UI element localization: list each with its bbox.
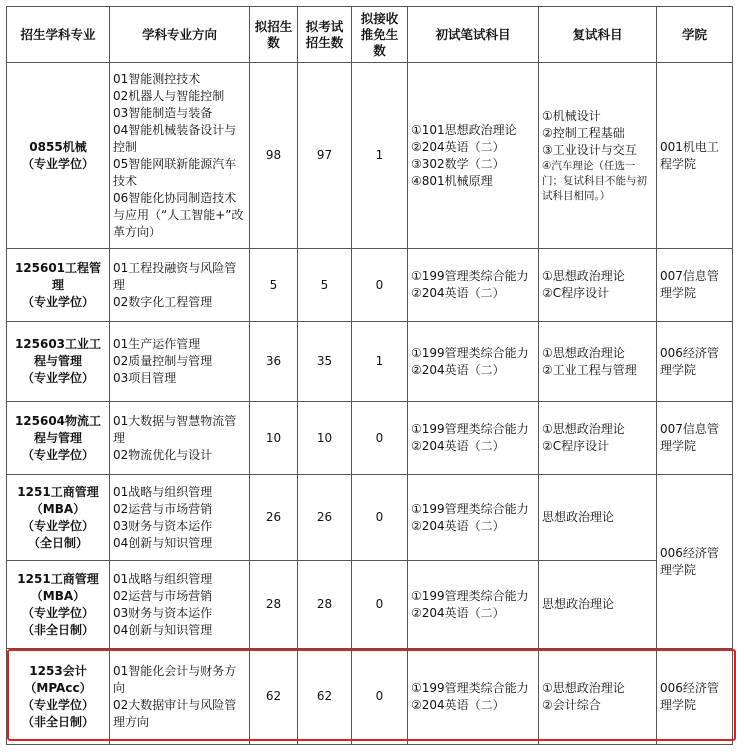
written-subject: ②204英语（二） xyxy=(411,697,505,712)
written-cell xyxy=(408,249,539,322)
program-type: （专业学位） xyxy=(21,371,94,385)
plan-count: 36 xyxy=(250,322,298,402)
retest-cell xyxy=(539,475,657,561)
retest-subject: ①思想政治理论 xyxy=(542,422,625,436)
written-cell xyxy=(408,649,539,745)
plan-count: 26 xyxy=(250,475,298,561)
program-abbr: （MBA） xyxy=(30,501,86,516)
written-subject: ①199管理类综合能力 xyxy=(411,269,529,283)
direction-item: 02运营与市场营销 xyxy=(113,588,213,603)
exempt-count: 0 xyxy=(352,649,408,745)
program-cell xyxy=(7,475,110,561)
plan-count: 10 xyxy=(250,402,298,475)
exam-count: 10 xyxy=(298,402,352,475)
table-row xyxy=(7,475,733,561)
program-type: （专业学位） xyxy=(21,697,94,712)
program-type: （专业学位） xyxy=(21,605,94,620)
directions-cell xyxy=(110,475,250,561)
program-mode: （非全日制） xyxy=(21,622,94,637)
program-cell xyxy=(7,322,110,402)
program-name: 1251工商管理 xyxy=(17,571,99,586)
direction-item: 01生产运作管理 xyxy=(113,337,201,351)
written-subject: ②204英语（二） xyxy=(411,362,505,377)
direction-item: 01大数据与智慧物流管理 xyxy=(113,413,237,445)
exam-count: 28 xyxy=(298,561,352,649)
table-row xyxy=(7,63,733,249)
directions-cell xyxy=(110,63,250,249)
written-subject: ①199管理类综合能力 xyxy=(411,680,529,695)
school-cell: 006经济管理学院 xyxy=(657,322,733,402)
direction-item: 02质量控制与管理 xyxy=(113,354,213,368)
written-subject: ②204英语（二） xyxy=(411,286,505,300)
direction-item: 03财务与资本运作 xyxy=(113,605,213,620)
program-cell xyxy=(7,561,110,649)
directions-cell xyxy=(110,561,250,649)
written-subject: ①101思想政治理论 xyxy=(411,122,517,137)
header-program: 招生学科专业 xyxy=(7,7,110,63)
retest-subject: ②工业工程与管理 xyxy=(542,362,637,377)
written-subject: ②204英语（二） xyxy=(411,518,505,533)
direction-item: 01智能化会计与财务方向 xyxy=(113,663,237,695)
program-mode: （非全日制） xyxy=(21,714,94,729)
program-name: 1251工商管理 xyxy=(17,484,99,499)
school-cell: 007信息管理学院 xyxy=(657,402,733,475)
retest-subject: ①思想政治理论 xyxy=(542,269,625,283)
retest-subject: ②会计综合 xyxy=(542,697,601,712)
direction-item: 03项目管理 xyxy=(113,371,177,385)
direction-item: 04创新与知识管理 xyxy=(113,622,213,637)
exempt-count: 0 xyxy=(352,475,408,561)
program-type: （专业学位） xyxy=(21,156,94,171)
retest-subject: 思想政治理论 xyxy=(542,510,615,524)
table-row xyxy=(7,249,733,322)
header-written: 初试笔试科目 xyxy=(408,7,539,63)
written-subject: ③302数学（二） xyxy=(411,156,505,171)
program-type: （专业学位） xyxy=(21,447,94,462)
direction-item: 02物流优化与设计 xyxy=(113,447,213,462)
directions-cell xyxy=(110,649,250,745)
school-cell: 006经济管理学院 xyxy=(657,649,733,745)
direction-item: 02数字化工程管理 xyxy=(113,294,213,309)
table-row xyxy=(7,322,733,402)
direction-item: 05智能网联新能源汽车技术 xyxy=(113,156,237,188)
direction-item: 02大数据审计与风险管理方向 xyxy=(113,697,237,729)
header-row xyxy=(7,7,733,63)
program-type: （专业学位） xyxy=(21,518,94,533)
retest-subject: ①思想政治理论 xyxy=(542,345,625,360)
retest-subject: ②C程序设计 xyxy=(542,439,610,453)
written-subject: ①199管理类综合能力 xyxy=(411,501,529,516)
direction-item: 04创新与知识管理 xyxy=(113,535,213,550)
written-subject: ②204英语（二） xyxy=(411,605,505,620)
direction-item: 03财务与资本运作 xyxy=(113,518,213,533)
retest-subject: ①机械设计 xyxy=(542,108,601,123)
retest-cell xyxy=(539,249,657,322)
plan-count: 62 xyxy=(250,649,298,745)
directions-cell xyxy=(110,249,250,322)
retest-subject: ②C程序设计 xyxy=(542,286,610,300)
school-cell: 006经济管理学院 xyxy=(657,475,733,649)
exempt-count: 0 xyxy=(352,249,408,322)
plan-count: 28 xyxy=(250,561,298,649)
exam-count: 26 xyxy=(298,475,352,561)
program-cell xyxy=(7,249,110,322)
exempt-count: 0 xyxy=(352,402,408,475)
exam-count: 97 xyxy=(298,63,352,249)
program-cell xyxy=(7,402,110,475)
direction-item: 01战略与组织管理 xyxy=(113,484,213,499)
retest-subject: 思想政治理论 xyxy=(542,597,615,611)
written-subject: ②204英语（二） xyxy=(411,139,505,154)
retest-cell xyxy=(539,561,657,649)
retest-subject: ③工业设计与交互 xyxy=(542,142,637,157)
program-name: 125604物流工程与管理 xyxy=(14,413,102,445)
exam-count: 62 xyxy=(298,649,352,745)
retest-cell xyxy=(539,649,657,745)
program-abbr: （MPAcc） xyxy=(24,680,92,695)
school-cell: 007信息管理学院 xyxy=(657,249,733,322)
directions-cell xyxy=(110,322,250,402)
direction-item: 01工程投融资与风险管理 xyxy=(113,260,237,292)
header-plan: 拟招生数 xyxy=(250,7,298,63)
header-retest: 复试科目 xyxy=(539,7,657,63)
written-cell xyxy=(408,322,539,402)
program-name: 125603工业工程与管理 xyxy=(14,337,102,368)
program-cell xyxy=(7,649,110,745)
direction-item: 02运营与市场营销 xyxy=(113,501,213,516)
exam-count: 5 xyxy=(298,249,352,322)
plan-count: 98 xyxy=(250,63,298,249)
direction-item: 02机器人与智能控制 xyxy=(113,88,225,103)
plan-count: 5 xyxy=(250,249,298,322)
directions-cell xyxy=(110,402,250,475)
retest-cell xyxy=(539,63,657,249)
table-row xyxy=(7,402,733,475)
written-cell xyxy=(408,561,539,649)
header-exam: 拟考试招生数 xyxy=(298,7,352,63)
retest-note: ④汽车理论（任选一门；复试科目不能与初试科目相同。） xyxy=(542,159,647,202)
admissions-table xyxy=(6,6,733,745)
written-subject: ①199管理类综合能力 xyxy=(411,588,529,603)
header-directions: 学科专业方向 xyxy=(110,7,250,63)
direction-item: 04智能机械装备设计与控制 xyxy=(113,122,237,154)
header-exempt: 拟接收推免生数 xyxy=(352,7,408,63)
exam-count: 35 xyxy=(298,322,352,402)
table-row-highlighted xyxy=(7,649,733,745)
written-cell xyxy=(408,402,539,475)
school-cell: 001机电工程学院 xyxy=(657,63,733,249)
retest-cell xyxy=(539,402,657,475)
retest-subject: ②控制工程基础 xyxy=(542,125,625,140)
retest-subject: ①思想政治理论 xyxy=(542,680,625,695)
exempt-count: 1 xyxy=(352,322,408,402)
program-mode: （全日制） xyxy=(27,535,88,550)
written-subject: ①199管理类综合能力 xyxy=(411,345,529,360)
exempt-count: 0 xyxy=(352,561,408,649)
written-cell xyxy=(408,63,539,249)
program-name: 0855机械 xyxy=(29,139,87,154)
written-cell xyxy=(408,475,539,561)
program-abbr: （MBA） xyxy=(30,588,86,603)
direction-item: 03智能制造与装备 xyxy=(113,105,213,120)
written-subject: ④801机械原理 xyxy=(411,173,493,188)
program-name: 1253会计 xyxy=(29,663,87,678)
program-cell xyxy=(7,63,110,249)
program-name: 125601工程管理 xyxy=(14,260,102,292)
written-subject: ①199管理类综合能力 xyxy=(411,422,529,436)
direction-item: 01智能测控技术 xyxy=(113,71,201,86)
direction-item: 06智能化协同制造技术与应用（“人工智能+”改革方向） xyxy=(113,190,244,239)
exempt-count: 1 xyxy=(352,63,408,249)
table-row xyxy=(7,561,733,649)
written-subject: ②204英语（二） xyxy=(411,439,505,453)
program-type: （专业学位） xyxy=(21,294,94,309)
direction-item: 01战略与组织管理 xyxy=(113,571,213,586)
header-school: 学院 xyxy=(657,7,733,63)
retest-cell xyxy=(539,322,657,402)
